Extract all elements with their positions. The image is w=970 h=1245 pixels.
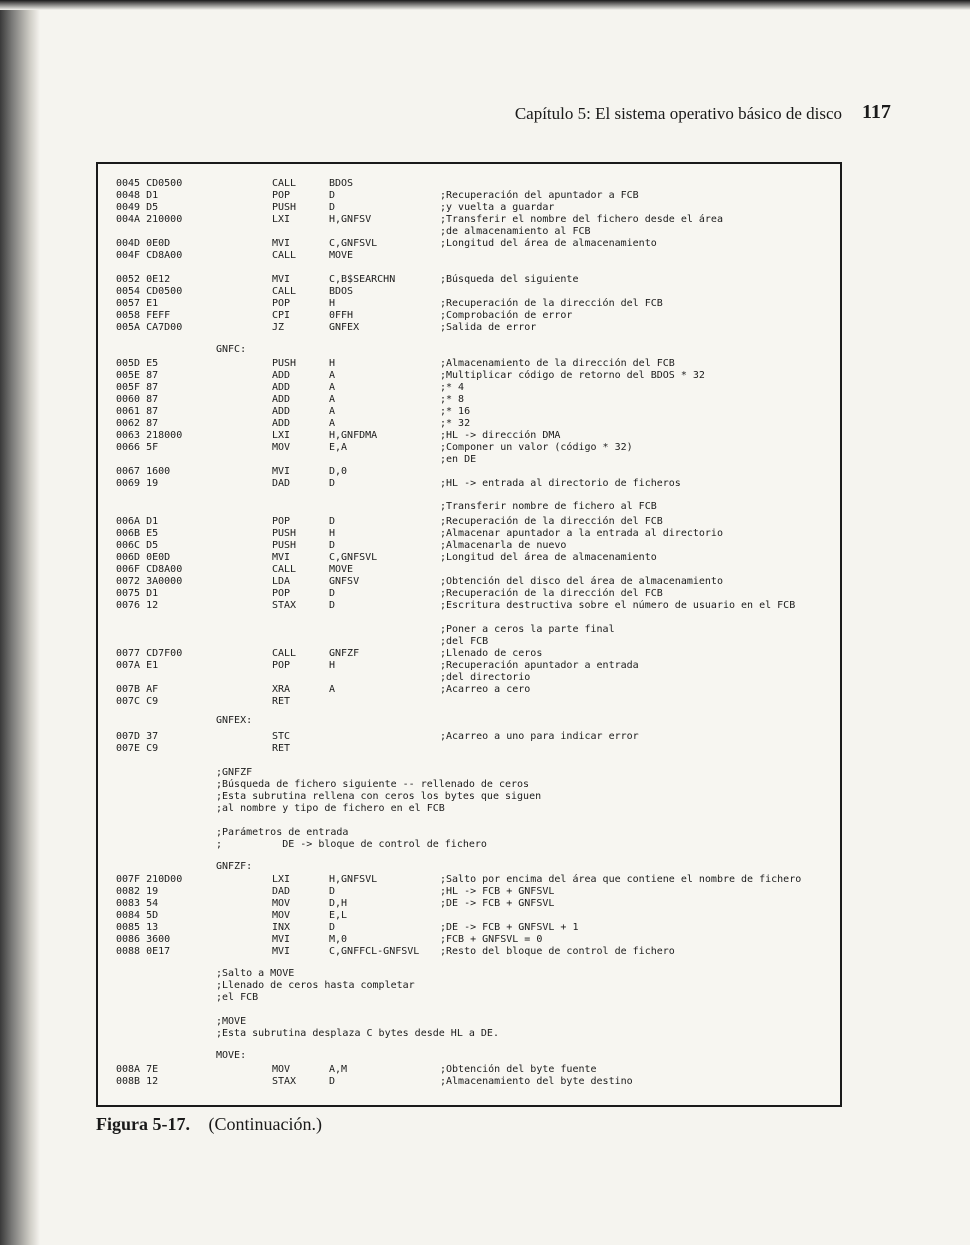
listing-operand: A: [329, 684, 336, 695]
listing-label: MOVE:: [216, 1050, 247, 1061]
listing-address: 0088 0E17: [116, 946, 171, 957]
listing-mnemonic: STAX: [272, 600, 297, 611]
listing-mnemonic: POP: [272, 298, 291, 309]
listing-mnemonic: CALL: [272, 564, 297, 575]
listing-mnemonic: ADD: [272, 382, 291, 393]
listing-comment: ;* 16: [440, 406, 471, 417]
listing-operand: D: [329, 886, 336, 897]
listing-address: 004D 0E0D: [116, 238, 171, 249]
listing-operand: D: [329, 600, 336, 611]
listing-address: 007E C9: [116, 743, 159, 754]
listing-address: 0052 0E12: [116, 274, 171, 285]
listing-address: 005D E5: [116, 358, 159, 369]
listing-address: 0084 5D: [116, 910, 159, 921]
figure-label: Figura 5-17.: [96, 1114, 190, 1134]
listing-address: 0072 3A0000: [116, 576, 183, 587]
listing-comment: ;y vuelta a guardar: [440, 202, 555, 213]
listing-mnemonic: CALL: [272, 250, 297, 261]
listing-mnemonic: POP: [272, 660, 291, 671]
listing-operand: H: [329, 660, 336, 671]
listing-address: 0066 5F: [116, 442, 159, 453]
listing-comment: ;Componer un valor (código * 32): [440, 442, 633, 453]
listing-block-comment: ;Esta subrutina desplaza C bytes desde HL a DE.: [216, 1028, 499, 1039]
listing-comment: ;DE -> FCB + GNFSVL: [440, 898, 555, 909]
listing-comment: ;Escritura destructiva sobre el número de usuario en el FCB: [440, 600, 796, 611]
listing-mnemonic: MVI: [272, 238, 291, 249]
listing-operand: E,L: [329, 910, 348, 921]
listing-operand: C,GNFSVL: [329, 552, 378, 563]
listing-mnemonic: MVI: [272, 946, 291, 957]
listing-address: 0063 218000: [116, 430, 183, 441]
listing-operand: MOVE: [329, 250, 354, 261]
listing-mnemonic: LXI: [272, 430, 291, 441]
listing-mnemonic: JZ: [272, 322, 285, 333]
listing-comment: ;HL -> dirección DMA: [440, 430, 561, 441]
listing-comment: ;DE -> FCB + GNFSVL + 1: [440, 922, 579, 933]
listing-comment: ;Obtención del byte fuente: [440, 1064, 597, 1075]
listing-mnemonic: POP: [272, 588, 291, 599]
listing-address: 0067 1600: [116, 466, 171, 477]
listing-comment: ;Recuperación de la dirección del FCB: [440, 298, 663, 309]
listing-mnemonic: DAD: [272, 478, 291, 489]
listing-mnemonic: PUSH: [272, 528, 297, 539]
listing-mnemonic: PUSH: [272, 358, 297, 369]
listing-mnemonic: CALL: [272, 286, 297, 297]
listing-operand: D: [329, 478, 336, 489]
listing-comment: ;FCB + GNFSVL = 0: [440, 934, 543, 945]
listing-operand: A: [329, 370, 336, 381]
listing-operand: A: [329, 394, 336, 405]
listing-operand: D: [329, 1076, 336, 1087]
listing-address: 0086 3600: [116, 934, 171, 945]
listing-block-comment: ; DE -> bloque de control de fichero: [216, 839, 487, 850]
listing-comment: ;del directorio: [440, 672, 531, 683]
listing-comment: ;Recuperación de la dirección del FCB: [440, 588, 663, 599]
listing-mnemonic: PUSH: [272, 202, 297, 213]
listing-comment: ;Obtención del disco del área de almacenamiento: [440, 576, 723, 587]
listing-label: GNFEX:: [216, 715, 253, 726]
listing-address: 0060 87: [116, 394, 159, 405]
listing-operand: MOVE: [329, 564, 354, 575]
listing-mnemonic: CALL: [272, 648, 297, 659]
listing-block-comment: ;MOVE: [216, 1016, 247, 1027]
listing-comment: ;de almacenamiento al FCB: [440, 226, 591, 237]
listing-address: 004A 210000: [116, 214, 183, 225]
listing-address: 006A D1: [116, 516, 159, 527]
listing-comment: ;HL -> entrada al directorio de ficheros: [440, 478, 681, 489]
listing-address: 0049 D5: [116, 202, 159, 213]
listing-mnemonic: LDA: [272, 576, 291, 587]
listing-comment: ;HL -> FCB + GNFSVL: [440, 886, 555, 897]
listing-address: 004F CD8A00: [116, 250, 183, 261]
page-number: 117: [862, 101, 891, 123]
listing-mnemonic: XRA: [272, 684, 291, 695]
listing-address: 0048 D1: [116, 190, 159, 201]
listing-operand: C,B$SEARCHN: [329, 274, 396, 285]
listing-comment: ;Almacenamiento del byte destino: [440, 1076, 633, 1087]
listing-comment: ;Salto por encima del área que contiene el nombre de fichero: [440, 874, 802, 885]
listing-mnemonic: MOV: [272, 898, 291, 909]
listing-block-comment: ;GNFZF: [216, 767, 253, 778]
listing-mnemonic: POP: [272, 516, 291, 527]
listing-comment: ;Acarreo a uno para indicar error: [440, 731, 639, 742]
listing-block-comment: ;Parámetros de entrada: [216, 827, 349, 838]
chapter-title: Capítulo 5: El sistema operativo básico de disco: [514, 104, 842, 123]
listing-comment: ;Recuperación apuntador a entrada: [440, 660, 639, 671]
listing-comment: ;* 8: [440, 394, 465, 405]
listing-operand: H: [329, 358, 336, 369]
listing-mnemonic: RET: [272, 696, 291, 707]
listing-comment: ;Recuperación de la dirección del FCB: [440, 516, 663, 527]
listing-operand: D,H: [329, 898, 348, 909]
listing-operand: BDOS: [329, 178, 354, 189]
figure-caption: [96, 1114, 322, 1135]
listing-comment: ;Almacenamiento de la dirección del FCB: [440, 358, 675, 369]
listing-mnemonic: INX: [272, 922, 291, 933]
listing-operand: M,0: [329, 934, 348, 945]
listing-address: 005A CA7D00: [116, 322, 183, 333]
listing-mnemonic: ADD: [272, 394, 291, 405]
listing-operand: GNFZF: [329, 648, 360, 659]
listing-block-comment: ;Salto a MOVE: [216, 968, 295, 979]
listing-address: 0082 19: [116, 886, 159, 897]
listing-block-comment: ;Esta subrutina rellena con ceros los bytes que siguen: [216, 791, 542, 802]
listing-operand: GNFSV: [329, 576, 360, 587]
listing-address: 007F 210D00: [116, 874, 183, 885]
listing-mnemonic: MOV: [272, 442, 291, 453]
listing-operand: H,GNFSV: [329, 214, 372, 225]
listing-address: 007A E1: [116, 660, 159, 671]
listing-address: 006F CD8A00: [116, 564, 183, 575]
listing-operand: 0FFH: [329, 310, 354, 321]
listing-address: 0075 D1: [116, 588, 159, 599]
listing-mnemonic: LXI: [272, 214, 291, 225]
listing-operand: H: [329, 528, 336, 539]
listing-operand: D: [329, 516, 336, 527]
listing-label: GNFZF:: [216, 861, 253, 872]
listing-address: 008A 7E: [116, 1064, 159, 1075]
listing-address: 008B 12: [116, 1076, 159, 1087]
listing-operand: D: [329, 540, 336, 551]
listing-comment: ;Longitud del área de almacenamiento: [440, 238, 657, 249]
listing-address: 0054 CD0500: [116, 286, 183, 297]
listing-mnemonic: ADD: [272, 406, 291, 417]
listing-address: 0083 54: [116, 898, 159, 909]
listing-comment: ;Resto del bloque de control de fichero: [440, 946, 675, 957]
listing-operand: D: [329, 922, 336, 933]
listing-comment: ;* 4: [440, 382, 465, 393]
listing-operand: D,0: [329, 466, 348, 477]
listing-mnemonic: RET: [272, 743, 291, 754]
listing-operand: C,GNFSVL: [329, 238, 378, 249]
listing-operand: A: [329, 382, 336, 393]
listing-operand: BDOS: [329, 286, 354, 297]
listing-mnemonic: MVI: [272, 274, 291, 285]
listing-mnemonic: PUSH: [272, 540, 297, 551]
listing-mnemonic: POP: [272, 190, 291, 201]
listing-label: GNFC:: [216, 344, 247, 355]
listing-address: 0076 12: [116, 600, 159, 611]
listing-mnemonic: LXI: [272, 874, 291, 885]
listing-comment: ;Transferir nombre de fichero al FCB: [440, 501, 657, 512]
listing-address: 007B AF: [116, 684, 159, 695]
listing-operand: A: [329, 406, 336, 417]
listing-address: 007D 37: [116, 731, 159, 742]
listing-comment: ;Acarreo a cero: [440, 684, 531, 695]
listing-operand: H,GNFSVL: [329, 874, 378, 885]
listing-comment: ;Salida de error: [440, 322, 537, 333]
listing-block-comment: ;Búsqueda de fichero siguiente -- rellenado de ceros: [216, 779, 530, 790]
listing-address: 0061 87: [116, 406, 159, 417]
listing-operand: A: [329, 418, 336, 429]
listing-block-comment: ;el FCB: [216, 992, 259, 1003]
listing-address: 0045 CD0500: [116, 178, 183, 189]
listing-address: 006C D5: [116, 540, 159, 551]
listing-comment: ;Longitud del área de almacenamiento: [440, 552, 657, 563]
listing-block-comment: ;al nombre y tipo de fichero en el FCB: [216, 803, 445, 814]
listing-operand: E,A: [329, 442, 348, 453]
listing-operand: D: [329, 190, 336, 201]
listing-address: 0062 87: [116, 418, 159, 429]
listing-mnemonic: ADD: [272, 418, 291, 429]
listing-operand: A,M: [329, 1064, 348, 1075]
listing-operand: H,GNFDMA: [329, 430, 378, 441]
listing-address: 006D 0E0D: [116, 552, 171, 563]
listing-operand: D: [329, 588, 336, 599]
listing-comment: ;Comprobación de error: [440, 310, 573, 321]
listing-operand: C,GNFFCL-GNFSVL: [329, 946, 420, 957]
listing-mnemonic: MVI: [272, 466, 291, 477]
listing-mnemonic: MVI: [272, 934, 291, 945]
listing-mnemonic: DAD: [272, 886, 291, 897]
listing-address: 0058 FEFF: [116, 310, 171, 321]
listing-mnemonic: MOV: [272, 1064, 291, 1075]
listing-comment: ;Recuperación del apuntador a FCB: [440, 190, 639, 201]
listing-mnemonic: MOV: [272, 910, 291, 921]
listing-mnemonic: CPI: [272, 310, 291, 321]
listing-address: 0057 E1: [116, 298, 159, 309]
listing-comment: ;Llenado de ceros: [440, 648, 543, 659]
listing-address: 007C C9: [116, 696, 159, 707]
listing-comment: ;Almacenarla de nuevo: [440, 540, 567, 551]
listing-mnemonic: STAX: [272, 1076, 297, 1087]
listing-address: 005F 87: [116, 382, 159, 393]
listing-mnemonic: ADD: [272, 370, 291, 381]
listing-mnemonic: STC: [272, 731, 291, 742]
listing-mnemonic: CALL: [272, 178, 297, 189]
listing-address: 0085 13: [116, 922, 159, 933]
listing-comment: ;Poner a ceros la parte final: [440, 624, 615, 635]
listing-comment: ;Almacenar apuntador a la entrada al directorio: [440, 528, 723, 539]
listing-address: 0069 19: [116, 478, 159, 489]
listing-address: 0077 CD7F00: [116, 648, 183, 659]
listing-comment: ;Transferir el nombre del fichero desde el área: [440, 214, 723, 225]
listing-address: 005E 87: [116, 370, 159, 381]
page-top-shadow: [0, 0, 970, 10]
binding-gutter-shadow: [0, 0, 40, 1245]
listing-address: 006B E5: [116, 528, 159, 539]
running-head: [514, 101, 891, 124]
listing-comment: ;en DE: [440, 454, 477, 465]
listing-operand: GNFEX: [329, 322, 360, 333]
listing-block-comment: ;Llenado de ceros hasta completar: [216, 980, 415, 991]
figure-caption-text: (Continuación.): [208, 1114, 322, 1134]
listing-mnemonic: MVI: [272, 552, 291, 563]
listing-comment: ;* 32: [440, 418, 471, 429]
listing-operand: D: [329, 202, 336, 213]
listing-comment: ;Multiplicar código de retorno del BDOS * 32: [440, 370, 705, 381]
listing-comment: ;Búsqueda del siguiente: [440, 274, 579, 285]
listing-comment: ;del FCB: [440, 636, 489, 647]
listing-operand: H: [329, 298, 336, 309]
